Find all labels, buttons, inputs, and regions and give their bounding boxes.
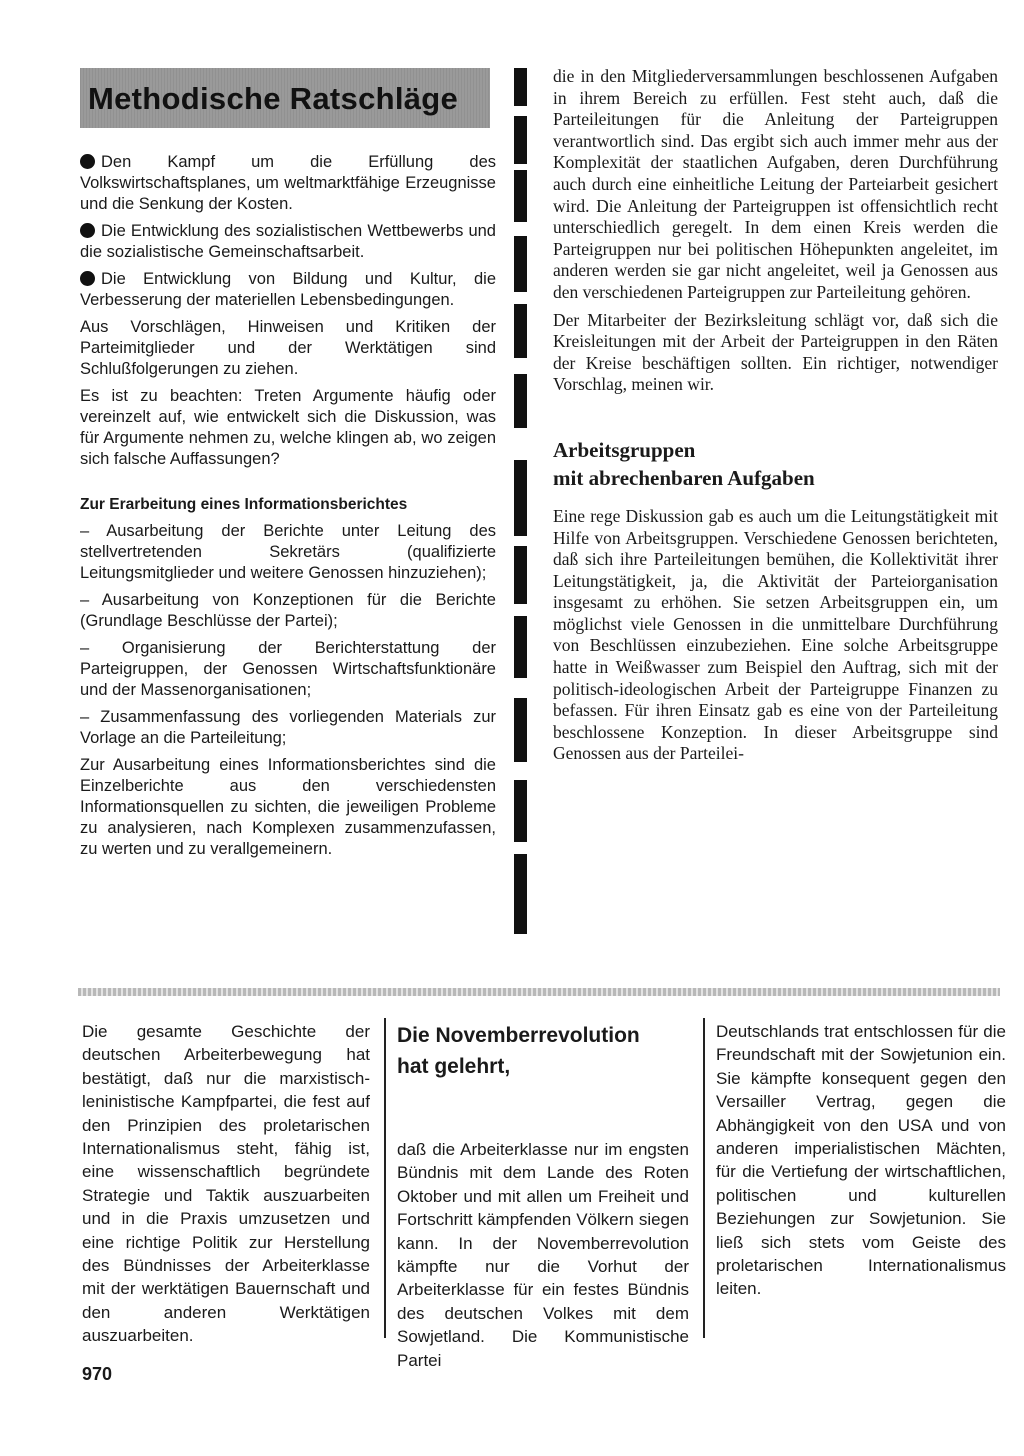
section-heading: Arbeitsgruppen mit abrechenbaren Aufgaben <box>553 437 815 490</box>
section-heading: Methodische Ratschläge <box>88 80 459 116</box>
bullet-paragraph: Die Entwicklung von Bildung und Kultur, die Verbesserung der materiellen Lebensbedingungen. <box>80 270 496 309</box>
bottom-column-3 <box>716 1020 1006 1301</box>
margin-bar <box>514 616 527 678</box>
margin-bar <box>514 304 527 358</box>
margin-bar <box>514 374 527 428</box>
list-item: – Ausarbeitung von Konzeptionen für die Berichte (Grundlage Beschlüsse der Partei); <box>80 591 496 630</box>
bullet-paragraph: Den Kampf um die Erfüllung des Volkswirtschaftsplanes, um weltmarktfähige Erzeugnisse und die Senkung der Kosten. <box>80 153 496 213</box>
subheading: Zur Erarbeitung eines Informationsberichtes <box>80 496 408 513</box>
paragraph: Zur Ausarbeitung eines Informationsberichtes sind die Einzelberichte aus den verschiedensten Informationsquellen zu sichten, die jeweiligen Probleme zu analysieren, nach Komplexen zusammenzufassen, zu werten und zu verallgemeinern. <box>80 756 496 858</box>
paragraph: Eine rege Diskussion gab es auch um die Leitungstätigkeit mit Hilfe von Arbeitsgruppen. Verschiedene Genossen berichteten, daß sich ihre Parteileitungen bemühen, die Kollektivität ihrer Leitungstätigkeit, ja, die Aktivität der Parteiorganisation insgesamt zu erhöhen. Sie setzen Arbeitsgruppen ein, um möglichst viele Genossen in die unmittelbare Durchführung von Beschlüssen einzubeziehen. Eine solche Arbeitsgruppe hatte in Weißwasser zum Beispiel den Auftrag, sich mit der politisch-ideologischen Arbeit der Parteigruppe Finanzen zu befassen. Für ihren Einsatz gab es eine von der Parteileitung beschlossene Konzeption. In dieser Arbeitsgruppe sind Genossen aus der Parteilei- <box>553 505 998 764</box>
list-item: – Organisierung der Berichterstattung der Parteigruppen, der Genossen Wirtschaftsfunktionäre und der Massenorganisationen; <box>80 639 496 699</box>
margin-bar <box>514 698 527 762</box>
paragraph: Die gesamte Geschichte der deutschen Arbeiterbewegung hat bestätigt, daß nur die marxistisch-leninistische Kampfpartei, die fest auf den Prinzipien des proletarischen Internationalismus steht, fähig ist, eine wissenschaftlich begründete Strategie und Taktik auszuarbeiten und in die Praxis umzusetzen und eine richtige Politik zur Herstellung des Bündnisses der Arbeiterklasse mit der werktätigen Bauernschaft und den anderen Werktätigen auszuarbeiten. <box>82 1022 370 1346</box>
paragraph: Es ist zu beachten: Treten Argumente häufig oder vereinzelt auf, wie entwickelt sich die Diskussion, was für Argumente nehmen zu, welche klingen ab, wo zeigen sich falsche Auffassungen? <box>80 387 496 468</box>
paragraph: daß die Arbeiterklasse nur im engsten Bündnis mit dem Lande des Roten Oktober und mit allen um Freiheit und Fortschritt kämpfenden Völkern siegen kann. In der Novemberrevolution kämpfte nur die Vorhut der Arbeiterklasse für ein festes Bündnis des deutschen Volkes mit dem Sowjetland. Die Kommunistische Partei <box>397 1140 689 1370</box>
paragraph: Der Mitarbeiter der Bezirksleitung schlägt vor, daß sich die Kreisleitungen mit der Arbeit der Parteigruppen in den Räten der Kreise beschäftigen sollten. Ein richtiger, notwendiger Vorschlag, meinen wir. <box>553 309 998 395</box>
margin-bar <box>514 854 527 934</box>
margin-bar <box>514 236 527 292</box>
bullet-icon <box>80 154 95 169</box>
column-rule <box>703 1018 705 1338</box>
margin-bar <box>514 68 527 106</box>
margin-bars <box>514 68 528 938</box>
margin-bar <box>514 460 527 536</box>
list-item: – Zusammenfassung des vorliegenden Materials zur Vorlage an die Parteileitung; <box>80 708 496 747</box>
margin-bar <box>514 170 527 222</box>
bullet-icon <box>80 271 95 286</box>
left-column <box>80 68 496 866</box>
column-heading: Die Novemberrevolution hat gelehrt, <box>397 1024 640 1078</box>
bullet-paragraph: Die Entwicklung des sozialistischen Wettbewerbs und die sozialistische Gemeinschaftsarbeit. <box>80 222 496 261</box>
paragraph: die in den Mitgliederversammlungen beschlossenen Aufgaben in ihrem Bereich zu erfüllen. Fest steht auch, daß die Parteileitungen für die Anleitung der Parteigruppen verantwortlich sind. Das ergibt sich auch immer mehr aus der Komplexität der staatlichen Aufgaben, deren Durchführung auch durch eine einheitliche Leitung der Parteiarbeit gesichert wird. Die Anleitung der Parteigruppen ist offensichtlich recht unterschiedlich geregelt. In dem einen Kreis werden die Parteigruppen nur bei politischen Höhepunkten angeleitet, im anderen werden sie gar nicht angeleitet, weil ja Genossen aus den verschiedenen Parteigruppen zur Parteileitung gehören. <box>553 66 998 302</box>
heading-box <box>80 68 490 128</box>
section-divider <box>78 988 1000 996</box>
right-column <box>553 66 998 771</box>
paragraph: Deutschlands trat entschlossen für die Freundschaft mit der Sowjetunion ein. Sie kämpfte konsequent gegen den Versailler Vertrag, gegen die Abhängigkeit von den USA und von anderen imperialistischen Mächten, für die Vertiefung der wirtschaftlichen, politischen und kulturellen Beziehungen zur Sowjetunion. Sie ließ sich stets vom Geiste des proletarischen Internationalismus leiten. <box>716 1022 1006 1299</box>
margin-bar <box>514 116 527 164</box>
bottom-column-1 <box>82 1020 370 1348</box>
page-number: 970 <box>82 1364 113 1384</box>
list-item: – Ausarbeitung der Berichte unter Leitung des stellvertretenden Sekretärs (qualifizierte Leitungsmitglieder und weitere Genossen hinzuziehen); <box>80 522 496 582</box>
column-rule <box>384 1018 386 1338</box>
margin-bar <box>514 546 527 604</box>
bottom-column-2 <box>397 1020 689 1372</box>
paragraph: Aus Vorschlägen, Hinweisen und Kritiken der Parteimitglieder und der Werktätigen sind Schlußfolgerungen zu ziehen. <box>80 318 496 378</box>
margin-bar <box>514 780 527 842</box>
bullet-icon <box>80 223 95 238</box>
